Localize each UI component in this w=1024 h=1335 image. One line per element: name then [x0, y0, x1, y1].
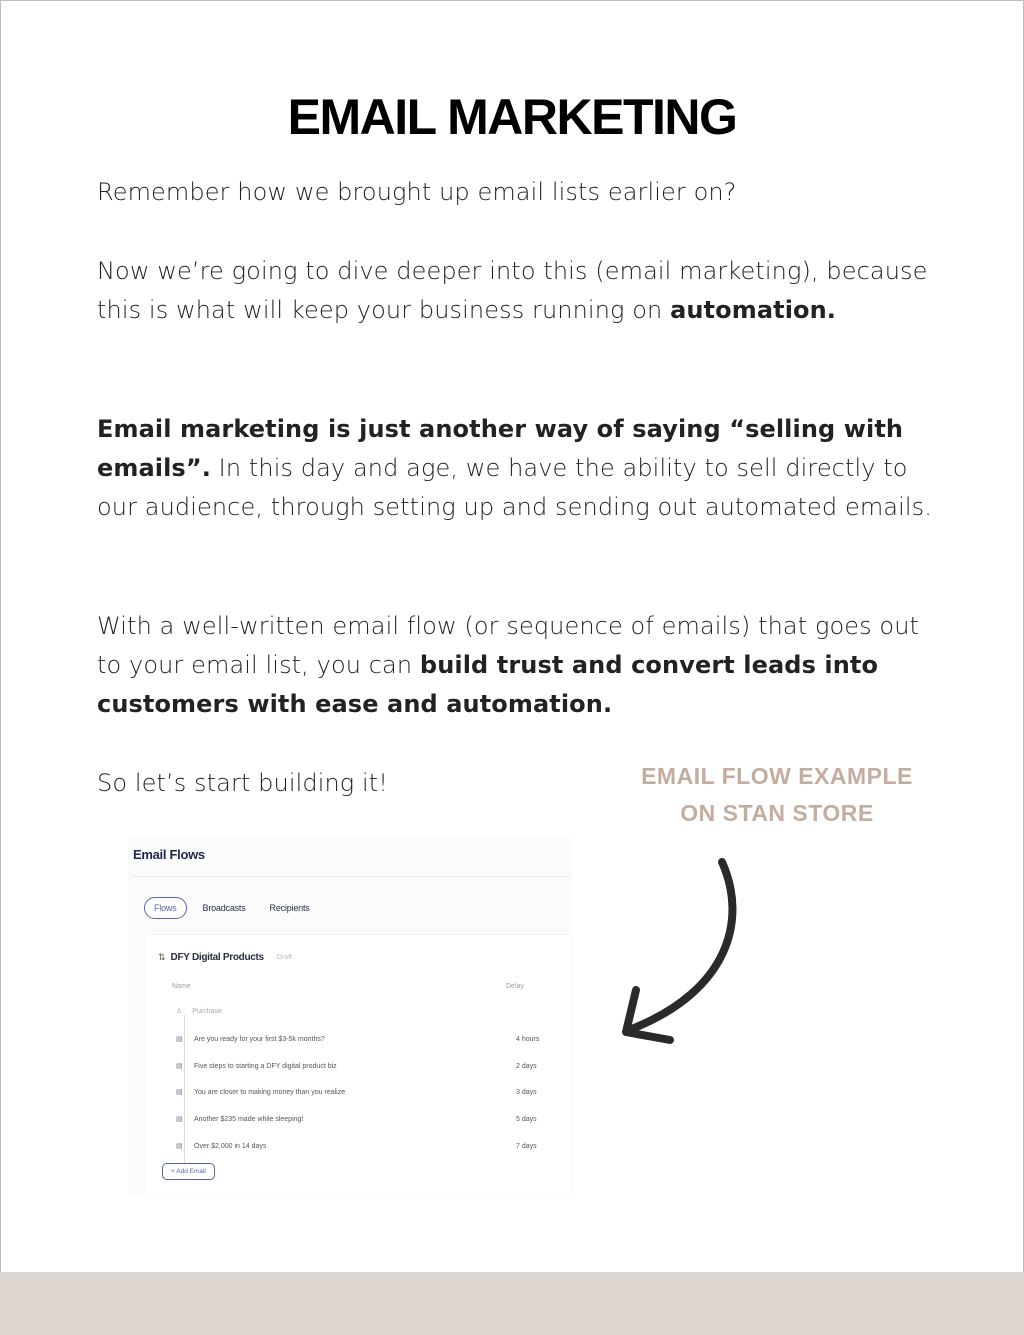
page-title: EMAIL MARKETING	[287, 89, 737, 145]
user-icon: ♙	[176, 1008, 183, 1015]
email-icon: ▤	[176, 1036, 183, 1043]
tab-recipients[interactable]: Recipients	[269, 903, 310, 913]
intro-text: Remember how we brought up email lists earlier on?	[97, 178, 737, 206]
callout-line-1: EMAIL FLOW EXAMPLE	[641, 763, 913, 789]
trigger-row	[176, 1007, 222, 1015]
intro-paragraph	[97, 173, 937, 212]
tab-broadcasts[interactable]: Broadcasts	[202, 903, 246, 913]
status-badge: Draft	[276, 954, 292, 961]
dive-deeper-text: Now we’re going to dive deeper into this (email marketing), because this is what will keep your business running on	[97, 257, 928, 324]
column-header-delay: Delay	[506, 983, 524, 990]
email-flow-paragraph	[97, 607, 937, 724]
email-delay: 2 days	[516, 1062, 537, 1070]
email-flow-text: With a well-written email flow (or sequence of emails) that goes out to your email list, you can	[97, 612, 920, 679]
add-email-button[interactable]: + Add Email	[162, 1163, 215, 1180]
email-flows-screenshot	[128, 836, 572, 1196]
email-subject: You are closer to making money than you realize	[194, 1088, 346, 1096]
email-delay: 4 hours	[516, 1035, 540, 1043]
definition-emphasis: Email marketing is just another way of saying “selling with emails”.	[97, 415, 904, 482]
trust-emphasis: build trust and convert leads into customers with ease and automation.	[97, 651, 879, 718]
email-tabs	[144, 897, 318, 919]
email-icon: ▤	[176, 1143, 183, 1150]
email-row[interactable]	[176, 1115, 556, 1123]
email-row[interactable]	[176, 1088, 556, 1096]
flow-header	[158, 952, 292, 963]
column-header-name: Name	[172, 983, 191, 990]
footer-band	[0, 1272, 1024, 1335]
email-delay: 3 days	[516, 1088, 537, 1096]
divider	[132, 876, 570, 877]
email-row[interactable]	[176, 1142, 556, 1150]
email-icon: ▤	[176, 1089, 183, 1096]
tab-flows[interactable]: Flows	[144, 897, 187, 919]
email-flow-callout	[620, 758, 934, 832]
flow-icon: ⇅	[158, 952, 166, 962]
email-flows-title: Email Flows	[133, 847, 205, 862]
callout-line-2: ON STAN STORE	[680, 800, 874, 826]
email-delay: 7 days	[516, 1142, 537, 1150]
dive-deeper-paragraph	[97, 252, 937, 330]
trigger-label: Purchase	[192, 1007, 222, 1015]
email-subject: Another $235 made while sleeping!	[194, 1115, 304, 1123]
email-subject: Are you ready for your first $3-5k months?	[194, 1035, 325, 1043]
email-row[interactable]	[176, 1035, 556, 1043]
email-icon: ▤	[176, 1116, 183, 1123]
email-subject: Over $2,000 in 14 days	[194, 1142, 267, 1150]
automation-emphasis: automation.	[670, 296, 837, 324]
email-row[interactable]	[176, 1062, 556, 1070]
start-building-text: So let’s start building it!	[97, 769, 389, 797]
email-delay: 5 days	[516, 1115, 537, 1123]
definition-paragraph	[97, 410, 937, 527]
email-subject: Five steps to starting a DFY digital product biz	[194, 1062, 337, 1070]
flow-card	[146, 934, 570, 1195]
email-icon: ▤	[176, 1063, 183, 1070]
definition-text: In this day and age, we have the ability to sell directly to our audience, through setting up and sending out automated emails.	[97, 454, 932, 521]
curved-arrow-icon	[610, 850, 760, 1050]
flow-name[interactable]: DFY Digital Products	[170, 952, 264, 963]
